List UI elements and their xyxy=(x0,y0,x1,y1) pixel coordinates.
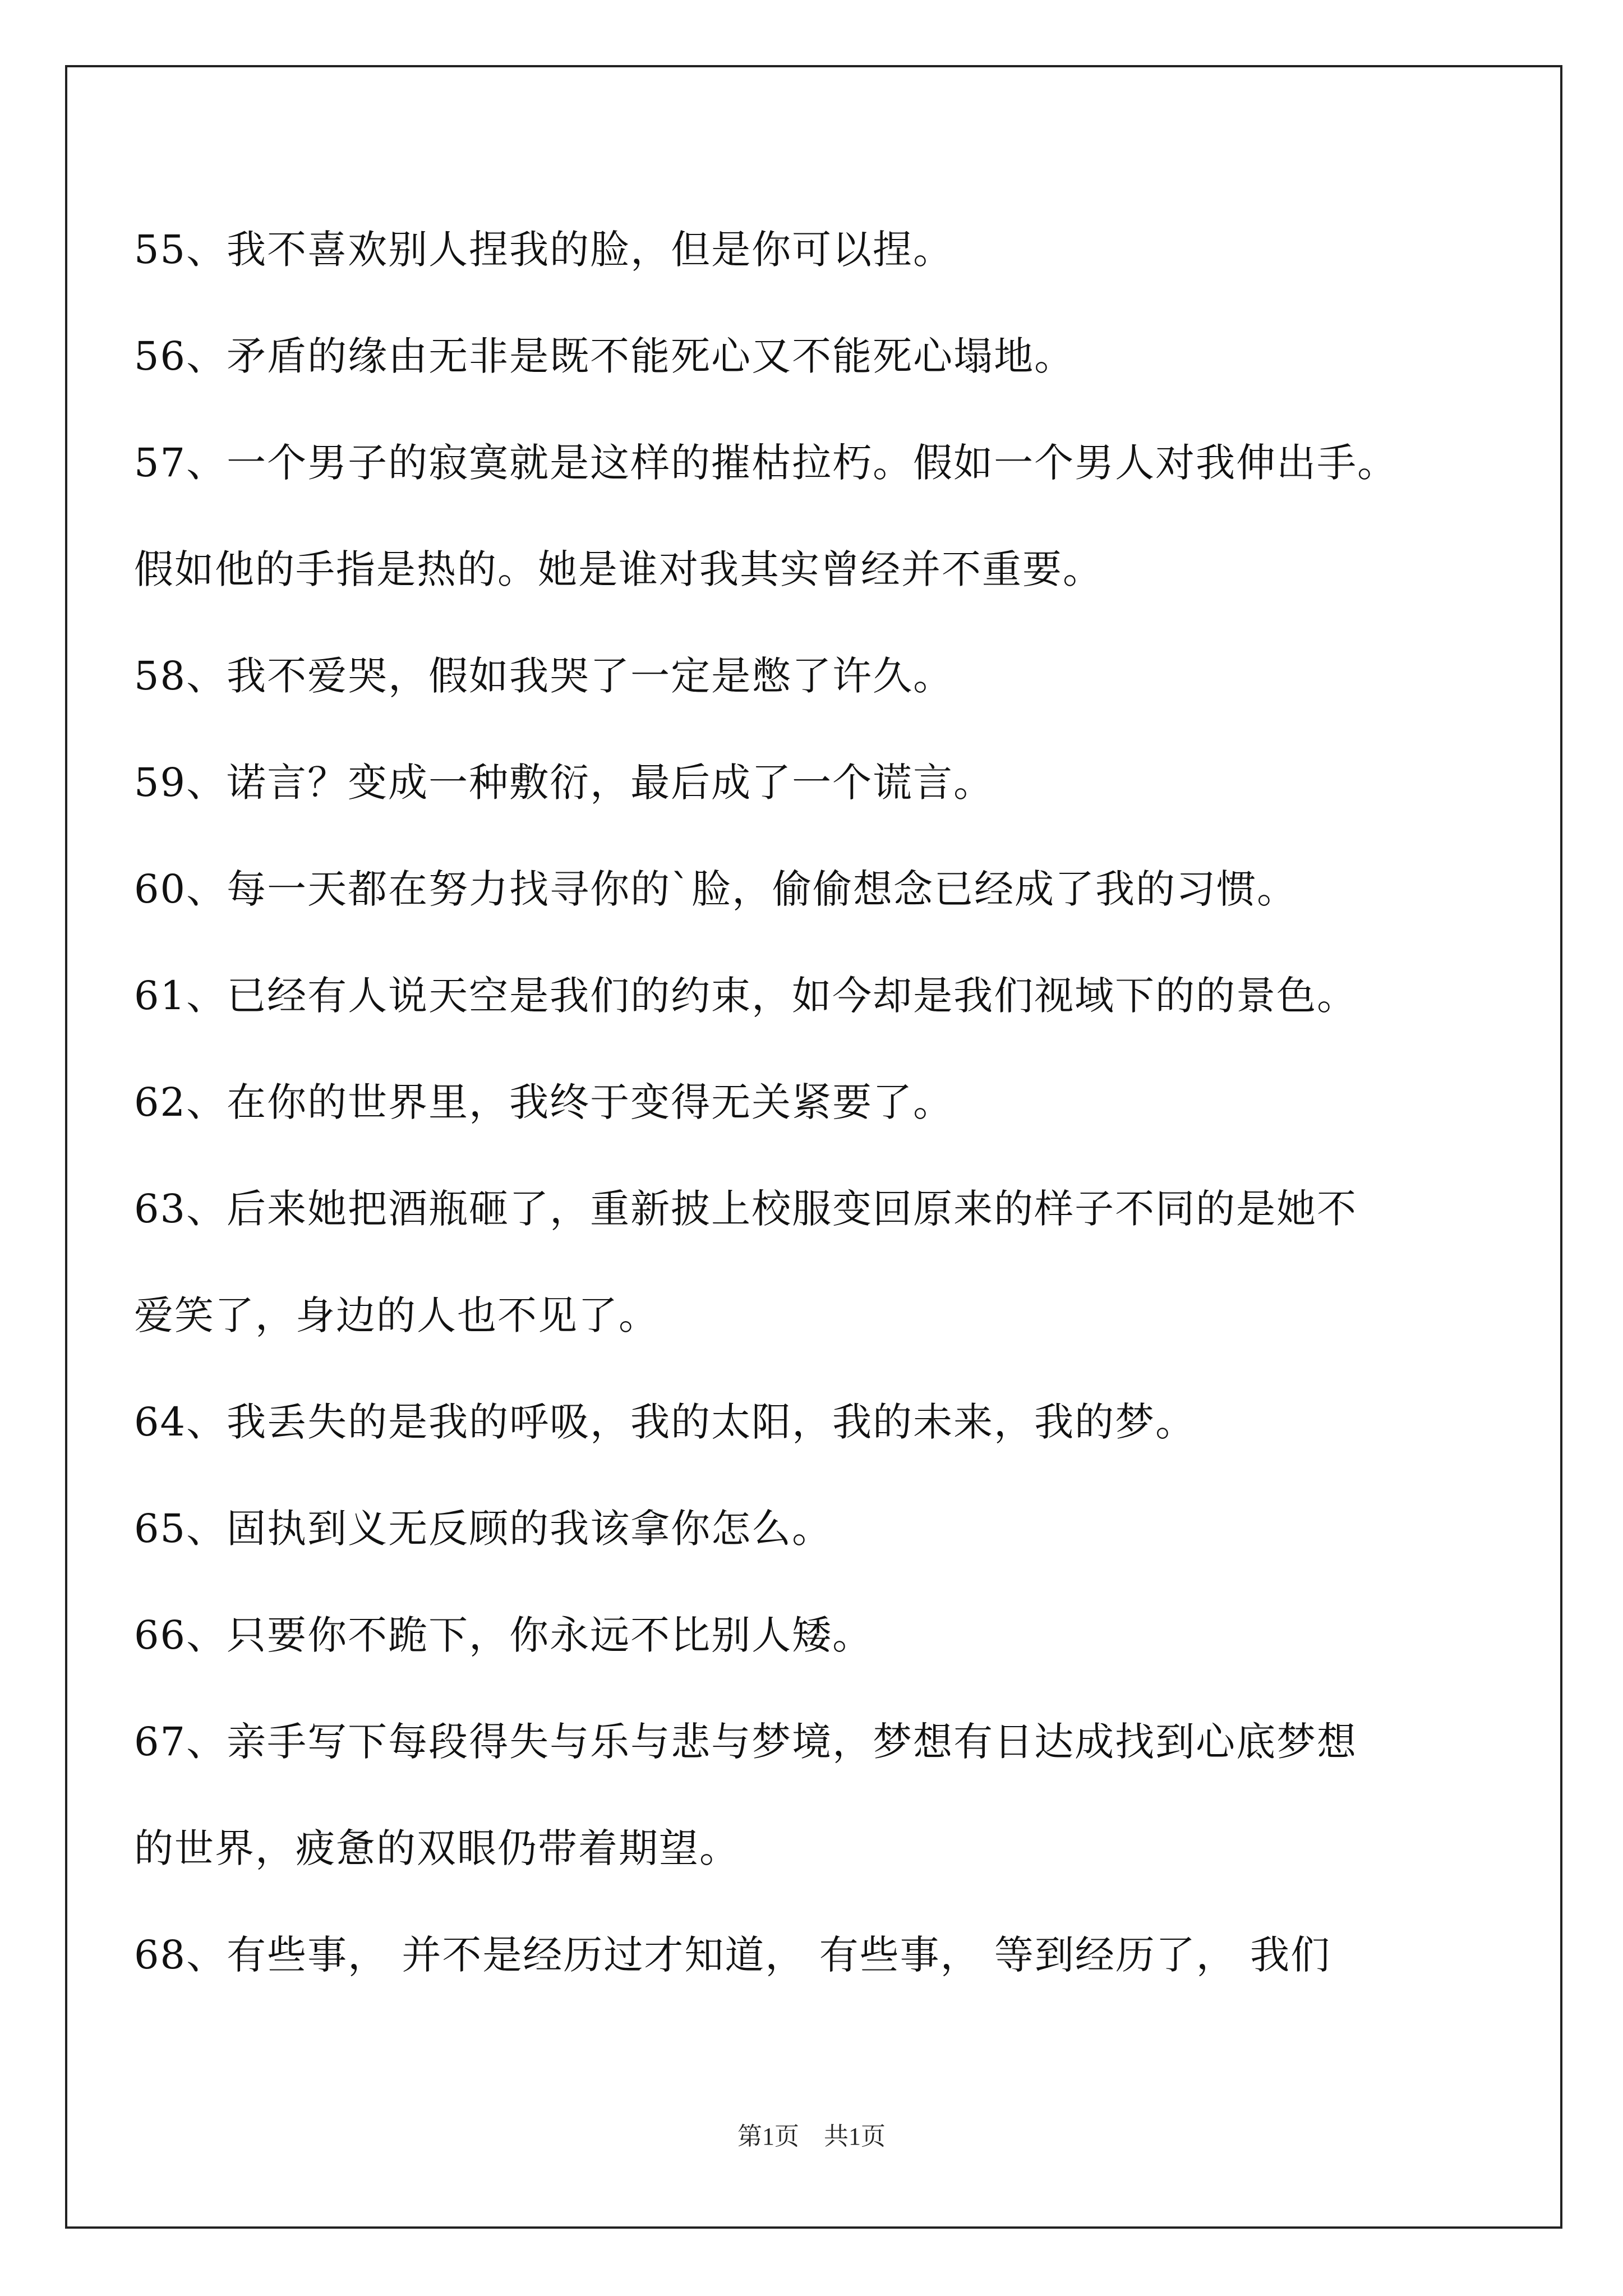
text-line: 65、固执到义无反顾的我该拿你怎么。 xyxy=(134,1506,833,1552)
text-line: 68、有些事， 并不是经历过才知道， 有些事， 等到经历了， 我们 xyxy=(134,1932,1331,1978)
page-border xyxy=(65,65,1562,2229)
text-line: 61、已经有人说天空是我们的约束，如今却是我们视域下的的景色。 xyxy=(134,973,1358,1019)
text-line: 67、亲手写下每段得失与乐与悲与梦境，梦想有日达成找到心底梦想 xyxy=(134,1719,1358,1765)
text-line: 63、后来她把酒瓶砸了，重新披上校服变回原来的样子不同的是她不 xyxy=(134,1186,1358,1232)
text-line: 假如他的手指是热的。她是谁对我其实曾经并不重要。 xyxy=(134,546,1103,592)
text-line: 66、只要你不跪下，你永远不比别人矮。 xyxy=(134,1612,873,1658)
text-line: 57、一个男子的寂寞就是这样的摧枯拉朽。假如一个男人对我伸出手。 xyxy=(134,440,1398,486)
text-line: 的世界，疲惫的双眼仍带着期望。 xyxy=(134,1825,740,1871)
text-line: 56、矛盾的缘由无非是既不能死心又不能死心塌地。 xyxy=(134,333,1075,379)
text-line: 60、每一天都在努力找寻你的`脸，偷偷想念已经成了我的习惯。 xyxy=(134,866,1298,912)
text-line: 58、我不爱哭，假如我哭了一定是憋了许久。 xyxy=(134,653,954,699)
text-line: 爱笑了，身边的人也不见了。 xyxy=(134,1292,659,1338)
page-footer: 第1页 共1页 xyxy=(737,2123,886,2150)
text-line: 59、诺言？变成一种敷衍，最后成了一个谎言。 xyxy=(134,760,994,806)
text-line: 55、我不喜欢别人捏我的脸，但是你可以捏。 xyxy=(134,227,954,273)
text-line: 62、在你的世界里，我终于变得无关紧要了。 xyxy=(134,1079,954,1125)
text-line: 64、我丢失的是我的呼吸，我的太阳，我的未来，我的梦。 xyxy=(134,1399,1196,1445)
